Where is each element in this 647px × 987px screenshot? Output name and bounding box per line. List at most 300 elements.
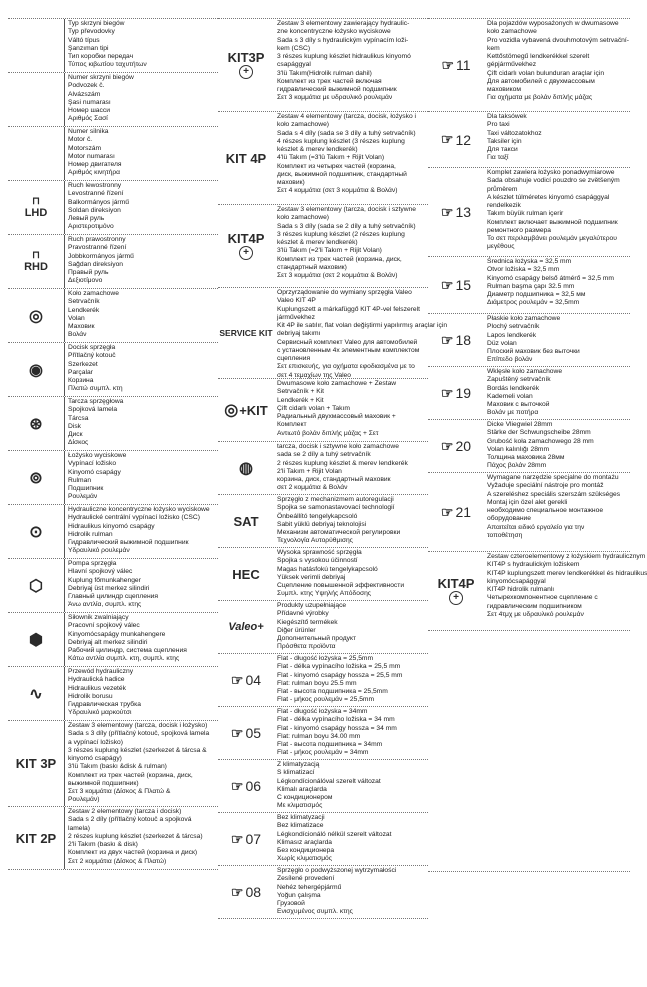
legend-line: Alvázszám (68, 90, 101, 98)
legend-symbol (428, 314, 484, 366)
kit-label: KIT 4P (225, 150, 267, 166)
legend-text (484, 168, 630, 256)
legend-line: Πλατώ συμπλ. κτη (68, 385, 123, 393)
legend-line: Hidrolik borusu (68, 692, 113, 700)
legend-row (218, 760, 428, 813)
legend-symbol (8, 721, 64, 806)
legend-line: Légkondícionálóval szerelt változat (277, 777, 381, 785)
legend-text (64, 181, 218, 234)
legend-line: Kiegészítő termékek (277, 618, 338, 626)
legend-symbol (218, 112, 274, 204)
reference-pointer-icon: ☞ (230, 724, 244, 741)
legend-line: Typ převodovky (68, 28, 115, 36)
legend-line: Корзина (68, 377, 94, 384)
legend-line: Sada obsahuje vodicí pouzdro se zvětšeným (487, 177, 620, 185)
legend-line: Sada s 2 díly (přítlačný kotouč a spojková (68, 816, 192, 824)
legend-line: Diğer ürünler (277, 626, 316, 634)
legend-line: Zestaw czteroelementowy z łożyskiem hydraulicznym (487, 553, 646, 560)
legend-row (8, 613, 218, 667)
legend-line: Tarcza sprzęgłowa (68, 398, 124, 405)
legend-line: оборудование (487, 515, 532, 523)
legend-symbol (8, 559, 64, 612)
reference-pointer-icon: ☞ (440, 437, 454, 454)
clutch-disc-icon: ⊛ (29, 415, 43, 433)
legend-line: Подшипник (68, 485, 104, 492)
legend-row (218, 112, 428, 205)
legend-line: 4'lü Takım (=3'lü Takım + Rijit Volan) (277, 154, 385, 162)
kit-label: KIT3P (227, 49, 265, 65)
legend-line: Pompa sprzęgła (68, 560, 117, 567)
legend-line: Dla taksówek (487, 113, 527, 120)
legend-line: Přídavné výrobky (277, 610, 329, 618)
legend-line: Motor numarası (68, 152, 115, 160)
legend-line: Produkty uzupełniające (277, 602, 347, 609)
reference-number: 19 (455, 385, 472, 401)
legend-symbol (218, 288, 274, 378)
pump-icon: ⬡ (29, 577, 43, 595)
legend-line: Комплект из трех частей (корзина, диск, (277, 255, 402, 263)
reference-badge (441, 57, 470, 74)
kit-label: +KIT (239, 402, 268, 418)
legend-row (8, 73, 218, 127)
legend-symbol (428, 552, 484, 630)
kit-label: HEC (232, 566, 260, 582)
legend-line: a vypínací ložisko) (68, 738, 124, 746)
legend-line: Légkondícionáló nélkül szerelt változat (277, 830, 392, 838)
reference-number: 07 (245, 831, 262, 847)
legend-text (64, 289, 218, 342)
legend-line: 3'lü Takım (=2'li Takım + Rijit Volan) (277, 247, 382, 255)
legend-line: Άνω αντλία, συμπλ. κτης (68, 601, 142, 609)
legend-line: kem (CSC) (277, 44, 311, 52)
legend-line: Sağdan direksiyon (68, 260, 124, 268)
legend-line: Nehéz tehergépjármű (277, 883, 342, 891)
legend-line: Wymagane narzędzie specjalne do montażu (487, 474, 619, 481)
legend-symbol (428, 420, 484, 472)
legend-line: ремонтного размера (487, 226, 551, 234)
legend-text (484, 420, 630, 472)
legend-symbol (8, 235, 64, 288)
kit-label: SERVICE KIT (219, 328, 273, 338)
reference-number: 11 (456, 57, 471, 73)
legend-row (218, 19, 428, 112)
legend-line: Ενισχυμένος συμπλ. κτης (277, 908, 353, 916)
legend-line: Siłownik zwalniający (68, 614, 129, 621)
reference-pointer-icon: ☞ (440, 503, 454, 520)
legend-line: Çift cidarlı volan + Takım (277, 404, 350, 412)
legend-line: Wklęsłe koło zamachowe (487, 368, 563, 375)
legend-row (218, 205, 428, 288)
legend-line: A szereléshez speciális szerszám szükséges (487, 490, 621, 498)
legend-symbol (8, 343, 64, 396)
legend-line: Şasi numarası (68, 98, 111, 106)
legend-line: Łożysko wyciskowe (68, 452, 127, 459)
legend-text (274, 813, 428, 865)
legend-line: Sada s 3 díly s hydraulickým vypínacím loži- (277, 36, 409, 44)
legend-line: Комплект из двух частей (корзина и диск) (68, 849, 198, 857)
reference-number: 13 (455, 204, 472, 220)
legend-symbol (8, 667, 64, 720)
legend-line: Левый руль (68, 215, 105, 222)
legend-line: τοποθέτηση (487, 531, 523, 539)
legend-row (428, 631, 630, 872)
legend-line: Zapuštěný setrvačník (487, 376, 551, 384)
legend-line: Βολάν (68, 331, 87, 339)
legend-line: Маховик (68, 323, 95, 330)
legend-line: Dwumasowe koło zamachowe + Zestaw (277, 380, 397, 387)
legend-row (218, 866, 428, 919)
legend-line: Pro taxi (487, 121, 510, 129)
legend-line: Для автомобилей с двухмассовым (487, 77, 595, 85)
reference-badge (441, 332, 471, 349)
legend-text (274, 866, 428, 918)
legend-symbol (218, 442, 274, 494)
legend-text (274, 601, 428, 653)
legend-line: Otvor ložiska = 32,5 mm (487, 266, 560, 274)
legend-line: Numer skrzyni biegów (68, 74, 134, 81)
legend-line: 4 részes kuplung készlet (3 részes kuplung (277, 137, 405, 145)
legend-line: Motor č. (68, 136, 93, 144)
legend-line: Hydraulické centrální vypínací ložisko (CSC) (68, 514, 200, 522)
legend-symbol (8, 181, 64, 234)
legend-text (274, 112, 428, 204)
legend-line: Βολάν με ποτήρα (487, 409, 539, 417)
legend-text (274, 760, 428, 812)
legend-line: Υδραυλικό μαρκούτσι (68, 709, 132, 717)
reference-badge (441, 385, 471, 402)
legend-line: Hidraulikus vezeték (68, 684, 126, 692)
legend-line: 3 részes kuplung készlet (szerkezet & tárcsa & (68, 746, 207, 754)
legend-line: csapággyal (277, 61, 311, 69)
legend-line: необходимо специальное монтажное (487, 507, 604, 514)
reference-number: 06 (245, 778, 262, 794)
legend-line: Motorszám (68, 144, 102, 152)
legend-line: Диаметр подшипника = 32,5 мм (487, 291, 586, 298)
legend-line: μεγέθους (487, 243, 515, 251)
legend-line: Комплект из трех частей (корзина, диск, (68, 771, 193, 779)
kit-label: KIT4P (437, 575, 475, 591)
legend-text (274, 205, 428, 287)
legend-line: Τεχνολογία Αυτορύθμισης (277, 537, 353, 545)
legend-row (8, 397, 218, 451)
legend-line: Pro vozidla vybavená dvouhmotovým setrvační- (487, 36, 629, 44)
legend-row (8, 559, 218, 613)
legend-line: Kuplungszett a márkafüggő KIT 4P-vel felszerelt (277, 305, 420, 313)
legend-line: Yoğun çalışma (277, 891, 321, 899)
flywheel-icon: ◎ (29, 307, 43, 325)
legend-symbol (8, 397, 64, 450)
legend-line: Αριστεροτιμόνο (68, 223, 114, 231)
legend-line: Zesílené provedení (277, 875, 335, 883)
legend-line: Disk (68, 422, 82, 430)
reference-pointer-icon: ☞ (440, 331, 454, 348)
legend-line: Kinyomócsapágy munkahengere (68, 630, 166, 638)
legend-line: Σετ 3 κομμάτια (Δίσκος & Πλατώ & (68, 788, 171, 795)
legend-line: Vypínací ložisko (68, 460, 117, 468)
legend-line: Для такси (487, 146, 518, 153)
legend-line: 3'lü Takım (baskı &disk & rulman) (68, 763, 167, 771)
legend-line: Flat - długość łożyska = 34mm (277, 708, 368, 715)
legend-line: Χωρίς κλιματισμός (277, 855, 332, 863)
legend-row (8, 807, 218, 870)
legend-symbol (8, 127, 64, 180)
legend-text (64, 559, 218, 612)
legend-line: készlet & merev lendkerék) (277, 146, 358, 153)
legend-line: Комплект из трех частей включая (277, 77, 382, 85)
legend-row (8, 127, 218, 181)
legend-line: Přítlačný kotouč (68, 352, 116, 360)
car-icon: ⊓ (32, 250, 40, 261)
legend-line: Плоский маховик без выточки (487, 348, 580, 355)
legend-line: маховиком (487, 86, 521, 93)
legend-text (64, 613, 218, 666)
legend-symbol (8, 505, 64, 558)
reference-number: 05 (245, 725, 262, 741)
legend-line: Για οχήματα με βολάν διπλής μάζας (487, 94, 593, 102)
legend-line: Takım büyük rulman içerir (487, 210, 564, 218)
legend-symbol (428, 473, 484, 551)
reference-number: 18 (455, 332, 472, 348)
legend-line: Typ skrzyni biegów (68, 20, 125, 27)
legend-line: Гидравлическая трубка (68, 701, 141, 708)
reference-pointer-icon: ☞ (440, 131, 454, 147)
legend-line: Hydrauliczne koncentryczne łożysko wyciskowe (68, 506, 210, 513)
legend-line: Σετ 4τμχ με υδραυλικό ρουλεμάν (487, 610, 584, 618)
legend-row (218, 707, 428, 760)
legend-row (8, 505, 218, 559)
legend-line: Taksiler için (487, 137, 522, 145)
legend-symbol (8, 613, 64, 666)
legend-line: Πάχος βολάν 28mm (487, 462, 547, 470)
hose-icon: ∿ (29, 685, 43, 703)
legend-line: koło zamachowe (487, 28, 537, 36)
legend-line: lamela) (68, 824, 90, 832)
legend-line: сцепления (277, 355, 311, 362)
legend-row (8, 181, 218, 235)
legend-line: Συμπλ. κτης Υψηλής Απόδοσης (277, 590, 372, 598)
drive-side-badge (24, 250, 48, 273)
legend-line: Zestaw 3 elementowy (tarcza, docisk i łożysko) (68, 722, 208, 729)
legend-line: Kit 4P ile satılır, flat volan değiştirmi yapılırmış araçlar için (277, 322, 448, 329)
legend-text (64, 451, 218, 504)
legend-line: Σετ 2 κομμάτια (Δίσκος & Πλατώ) (68, 857, 167, 865)
legend-symbol (8, 451, 64, 504)
legend-line: Με κλιματισμός (277, 802, 323, 810)
legend-symbol (218, 495, 274, 547)
legend-text (274, 379, 428, 441)
legend-line: Stärke der Schwungscheibe 28mm (487, 429, 591, 437)
reference-number: 12 (455, 131, 472, 148)
reference-number: 08 (245, 884, 262, 900)
reference-badge (441, 131, 471, 148)
legend-symbol (428, 257, 484, 313)
legend-symbol (428, 112, 484, 167)
legend-line: Düz volan (487, 339, 517, 347)
legend-text (64, 667, 218, 720)
legend-row (218, 288, 448, 379)
legend-line: Rulman (68, 476, 92, 484)
legend-line: Σετ επισκευής, για οχήματα εφοδιασμένα με το (277, 363, 415, 371)
legend-line: Тип коробки передач (68, 53, 134, 60)
legend-line: Váltó típus (68, 36, 100, 44)
legend-line: Rulman başma çapı 32.5 mm (487, 282, 575, 290)
legend-text (484, 473, 630, 551)
legend-symbol (8, 289, 64, 342)
legend-text (274, 495, 428, 547)
legend-row (218, 379, 428, 442)
legend-line: Bez klimatyzacji (277, 814, 325, 821)
legend-line: Рабочий цилиндр, система сцепления (68, 647, 187, 654)
legend-line: Τύπος κιβωτίου ταχυτήτων (68, 61, 147, 69)
kit-label: Valeo+ (228, 621, 264, 633)
legend-column-3 (428, 18, 647, 872)
clutch-plate-icon: ◉ (29, 361, 43, 379)
reference-pointer-icon: ☞ (230, 830, 244, 847)
legend-row (8, 451, 218, 505)
reference-number: 15 (455, 277, 472, 293)
legend-text (484, 19, 630, 111)
legend-line: 2'li Takım (baskı & disk) (68, 841, 138, 848)
legend-line: 3 részes kuplung készlet hidraulikus kinyomó (277, 53, 411, 60)
legend-line: гидравлический выжимной подшипник (277, 86, 397, 93)
legend-symbol (8, 19, 64, 72)
legend-row (8, 667, 218, 721)
legend-symbol (218, 707, 274, 759)
legend-line: Hydraulická hadice (68, 676, 125, 684)
legend-line: Volan kalınlığı 28mm (487, 445, 550, 453)
legend-row (428, 19, 630, 112)
legend-line: 2 részes kuplung készlet & merev lendkerék (277, 459, 408, 467)
legend-line: Kademeli volan (487, 392, 533, 400)
legend-line: с установленным 4х элементным комплектом (277, 346, 420, 354)
kit-badge (227, 230, 265, 260)
legend-line: Szerkezet (68, 360, 98, 368)
legend-line: Montaj için özel alet gerekli (487, 498, 568, 506)
legend-line: Kuplung főmunkahenger (68, 576, 141, 584)
reference-badge (231, 884, 261, 901)
legend-line: Sprzęgło z mechanizmem autoregulacji (277, 496, 394, 503)
legend-line: Zestaw 4 elementowy (tarcza, docisk, łożysko i (277, 113, 417, 120)
legend-line: Balkormányos jármű (68, 198, 129, 206)
legend-line: Номер двигателя (68, 161, 122, 168)
reference-badge (441, 438, 471, 455)
legend-line: Plochý setrvačník (487, 323, 540, 331)
legend-line: Flat - μήκος ρουλεμάν = 34mm (277, 749, 369, 757)
kit-label: KIT 3P (15, 756, 57, 771)
legend-line: kinyomócsapággyal (487, 577, 546, 585)
reference-badge (231, 672, 261, 689)
legend-text (64, 73, 218, 126)
legend-line: Κάτω αντλία συμπλ. κτη, συμπλ. κτης (68, 655, 180, 663)
legend-text (484, 257, 630, 313)
legend-line: Правый руль (68, 269, 109, 276)
reference-badge (441, 277, 471, 294)
legend-line: Flat - kinyomó csapágy hossza = 25,5 mm (277, 671, 403, 679)
legend-text (484, 112, 630, 167)
legend-line: Podvozek č. (68, 82, 105, 90)
legend-line: A készlet túlméretes kinyomó csapággyal (487, 193, 610, 201)
bearing-icon: ⊚ (29, 469, 43, 487)
legend-row (428, 168, 630, 257)
legend-line: Taxi változatokhoz (487, 129, 542, 137)
legend-symbol (218, 813, 274, 865)
legend-line: Koło zamachowe (68, 290, 119, 297)
kit-label: KIT4P (227, 230, 265, 246)
legend-row (218, 654, 428, 707)
legend-text (274, 19, 428, 111)
legend-line: koło zamachowe) (277, 121, 330, 129)
legend-line: Tárcsa (68, 414, 89, 422)
legend-row (428, 257, 630, 314)
legend-line: Δίσκος (68, 439, 89, 447)
clutch-set-icon: ◍ (239, 460, 253, 477)
legend-line: Sada s 3 díly (přítlačný kotouč, spojková lamela (68, 730, 210, 738)
legend-line: Lendkerék (68, 306, 100, 314)
legend-symbol (218, 548, 274, 600)
legend-row (8, 721, 218, 807)
legend-line: Grubość koła zamachowego 28 mm (487, 437, 594, 445)
legend-symbol (218, 760, 274, 812)
drive-side-label: LHD (24, 207, 48, 219)
legend-line: Levostranné řízení (68, 190, 124, 198)
legend-symbol (8, 807, 64, 869)
legend-line: Сцепление повышенной эффективности (277, 582, 405, 589)
legend-line: Soldan direksiyon (68, 206, 121, 214)
legend-line: Volan (68, 314, 85, 322)
legend-line: Spojka s vysokou účinností (277, 557, 358, 565)
reference-pointer-icon: ☞ (440, 384, 454, 401)
legend-line: Pracovní spojkový válec (68, 622, 140, 630)
legend-text (64, 721, 218, 806)
legend-text (484, 367, 630, 419)
legend-text (64, 505, 218, 558)
legend-symbol (8, 73, 64, 126)
legend-line: kinyomó csapágy) (68, 755, 122, 762)
legend-row (218, 601, 428, 654)
legend-text (64, 19, 218, 72)
legend-line: Αριθμός Σασί (68, 115, 108, 123)
legend-symbol (428, 19, 484, 111)
legend-line: σετ 2 κομμάτια & Βολάν (277, 484, 348, 492)
legend-row (428, 473, 630, 552)
reference-badge (441, 504, 471, 521)
legend-line: Çift cidarlı volan bulunduran araçlar için (487, 69, 605, 77)
reference-pointer-icon: ☞ (230, 883, 244, 900)
legend-line: Комплект включает выжимной подшипник (487, 218, 618, 226)
legend-line: Αντιωτό βολάν διπλής μάζας + Σετ (277, 429, 379, 437)
legend-row (428, 552, 647, 631)
legend-line: Απαιτείται ειδικό εργαλείο για την (487, 523, 585, 531)
legend-row (218, 442, 428, 495)
legend-symbol (218, 654, 274, 706)
legend-line: Setrvačník + Kit (277, 388, 325, 396)
legend-line: Σετ 4 κομμάτια (σετ 3 κομμάτια & Βολάν) (277, 187, 398, 195)
legend-line: tarcza, docisk i sztywne koło zamachowe (277, 443, 399, 450)
legend-text (274, 442, 428, 494)
legend-line: Spojka se samonastavovací technologií (277, 504, 395, 512)
legend-symbol (428, 631, 484, 871)
plus-icon: + (449, 591, 463, 605)
flywheel-icon: ◎ (224, 402, 239, 419)
reference-badge (231, 831, 261, 848)
legend-symbol (218, 19, 274, 111)
legend-line: Wysoka sprawność sprzęgła (277, 549, 362, 556)
reference-number: 21 (455, 504, 472, 520)
legend-line: Сервисный комплект Valeo для автомобилей (277, 338, 418, 346)
legend-line: Толщина маховика 28мм (487, 454, 565, 461)
legend-line: гидравлическим подшипником (487, 602, 582, 610)
legend-row (428, 314, 630, 367)
